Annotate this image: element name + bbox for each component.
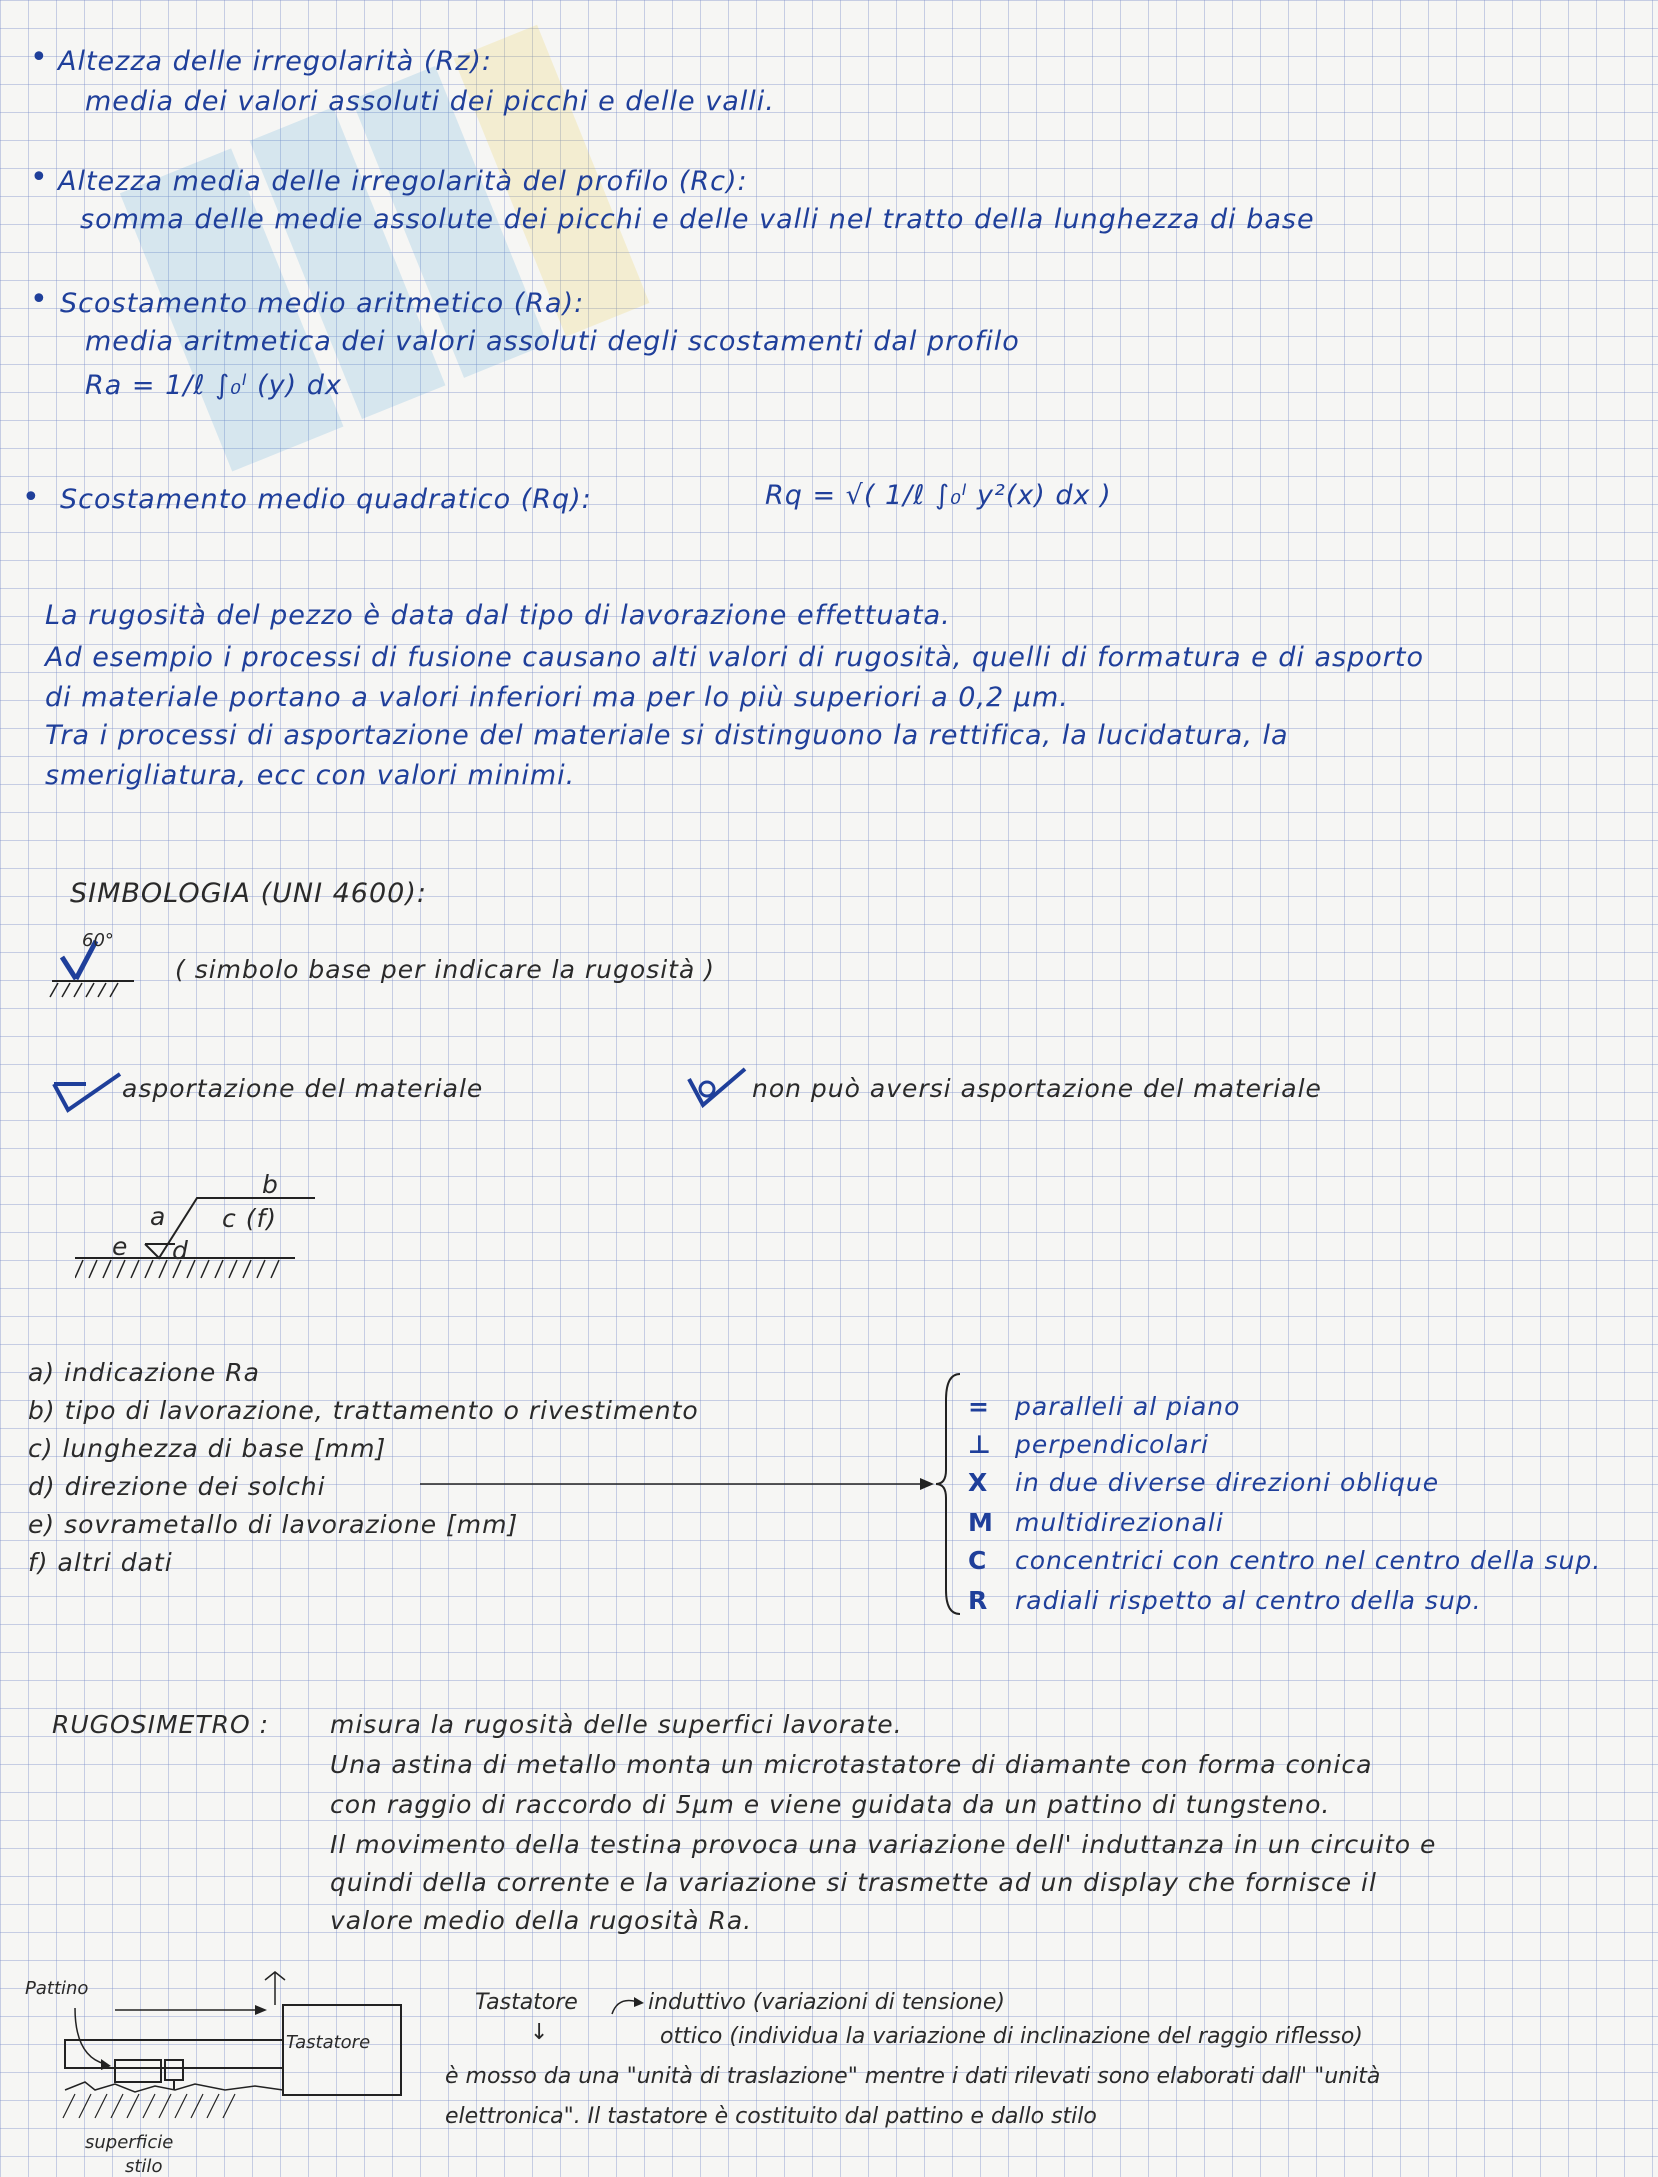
- paragraph-line: La rugosità del pezzo è data dal tipo di lavorazione effettuata.: [45, 600, 951, 631]
- direction-arrow: [420, 1370, 980, 1620]
- rugosimetro-line: misura la rugosità delle superfici lavorate.: [330, 1710, 903, 1739]
- diagram-label-c: c (f): [222, 1204, 277, 1233]
- bullet-1-title: Altezza delle irregolarità (Rz):: [58, 46, 493, 77]
- rugosimetro-line: quindi della corrente e la variazione si trasmette ad un display che fornisce il: [330, 1868, 1377, 1897]
- legend-right-text: paralleli al piano: [1015, 1392, 1241, 1421]
- tastatore-ottico: ottico (individua la variazione di inclinazione del raggio riflesso): [660, 2024, 1363, 2049]
- bullet-1-text: media dei valori assoluti dei picchi e delle valli.: [85, 86, 775, 117]
- bullet-2-title: Altezza media delle irregolarità del profilo (Rc):: [58, 166, 748, 197]
- angle-label: 60°: [82, 930, 114, 951]
- watermark-logo: [60, 0, 699, 542]
- stilo-label: stilo: [125, 2156, 163, 2177]
- diagram-label-b: b: [262, 1170, 279, 1199]
- removal-required-icon: [50, 1070, 130, 1120]
- legend-item-d: d) direzione dei solchi: [28, 1472, 326, 1501]
- rugosimetro-line: Una astina di metallo monta un microtastatore di diamante con forma conica: [330, 1750, 1373, 1779]
- rugosimetro-line: valore medio della rugosità Ra.: [330, 1906, 753, 1935]
- tastatore-note-title: Tastatore: [475, 1990, 578, 2015]
- legend-symbol: =: [968, 1392, 990, 1421]
- legend-symbol: C: [968, 1546, 988, 1575]
- bullet-3-text: media aritmetica dei valori assoluti degli scostamenti dal profilo: [85, 326, 1020, 357]
- paragraph-line: di materiale portano a valori inferiori ma per lo più superiori a 0,2 µm.: [45, 682, 1069, 713]
- down-arrow-icon: ↓: [530, 2020, 549, 2045]
- legend-right-text: in due diverse direzioni oblique: [1015, 1468, 1440, 1497]
- paragraph-line: Tra i processi di asportazione del materiale si distinguono la rettifica, la lucidatura, la: [45, 720, 1289, 751]
- legend-item-f: f) altri dati: [28, 1548, 173, 1577]
- rugosimetro-label: RUGOSIMETRO :: [52, 1710, 270, 1739]
- legend-right-text: radiali rispetto al centro della sup.: [1015, 1586, 1482, 1615]
- no-asportazione-text: non può aversi asportazione del materiale: [752, 1074, 1322, 1103]
- bullet-dot: •: [30, 40, 48, 75]
- legend-symbol: R: [968, 1586, 989, 1615]
- simbologia-heading: SIMBOLOGIA (UNI 4600):: [70, 878, 427, 909]
- ra-formula: Ra = 1/ℓ ∫₀ˡ (y) dx: [85, 370, 342, 401]
- bullet-dot: •: [30, 282, 48, 317]
- rugosimetro-line: Il movimento della testina provoca una variazione dell' induttanza in un circuito e: [330, 1830, 1437, 1859]
- bullet-2-text: somma delle medie assolute dei picchi e delle valli nel tratto della lunghezza di base: [80, 204, 1315, 235]
- rugosimetro-diagram: [35, 1960, 415, 2160]
- diagram-label-d: d: [172, 1236, 189, 1265]
- pattino-label: Pattino: [25, 1978, 89, 1999]
- legend-symbol: X: [968, 1468, 989, 1497]
- tastatore-line: è mosso da una "unità di traslazione" mentre i dati rilevati sono elaborati dall' "unità: [445, 2064, 1381, 2089]
- bullet-4-title: Scostamento medio quadratico (Rq):: [60, 484, 592, 515]
- legend-item-a: a) indicazione Ra: [28, 1358, 260, 1387]
- rugosimetro-line: con raggio di raccordo di 5µm e viene guidata da un pattino di tungsteno.: [330, 1790, 1331, 1819]
- legend-item-b: b) tipo di lavorazione, trattamento o rivestimento: [28, 1396, 699, 1425]
- asportazione-text: asportazione del materiale: [122, 1074, 484, 1103]
- tastatore-box-label: Tastatore: [286, 2032, 371, 2053]
- bullet-dot: •: [22, 480, 40, 515]
- legend-right-text: concentrici con centro nel centro della sup.: [1015, 1546, 1602, 1575]
- legend-item-e: e) sovrametallo di lavorazione [mm]: [28, 1510, 519, 1539]
- tastatore-line: elettronica". Il tastatore è costituito dal pattino e dallo stilo: [445, 2104, 1097, 2129]
- diagram-label-a: a: [150, 1202, 167, 1231]
- legend-item-c: c) lunghezza di base [mm]: [28, 1434, 387, 1463]
- paragraph-line: smerigliatura, ecc con valori minimi.: [45, 760, 576, 791]
- legend-symbol: ⊥: [968, 1430, 992, 1459]
- bullet-3-title: Scostamento medio aritmetico (Ra):: [60, 288, 585, 319]
- rq-formula: Rq = √( 1/ℓ ∫₀ˡ y²(x) dx ): [765, 480, 1112, 511]
- superficie-label: superficie: [85, 2132, 174, 2153]
- paragraph-line: Ad esempio i processi di fusione causano alti valori di rugosità, quelli di formatura e di asporto: [45, 642, 1424, 673]
- branch-arrow-icon: [608, 1992, 648, 2022]
- tastatore-induttivo: induttivo (variazioni di tensione): [648, 1990, 1005, 2015]
- legend-symbol: M: [968, 1508, 994, 1537]
- legend-right-text: multidirezionali: [1015, 1508, 1224, 1537]
- removal-prohibited-icon: [685, 1065, 755, 1120]
- bullet-dot: •: [30, 160, 48, 195]
- legend-right-text: perpendicolari: [1015, 1430, 1209, 1459]
- base-symbol-text: ( simbolo base per indicare la rugosità ): [175, 955, 715, 984]
- diagram-label-e: e: [112, 1232, 129, 1261]
